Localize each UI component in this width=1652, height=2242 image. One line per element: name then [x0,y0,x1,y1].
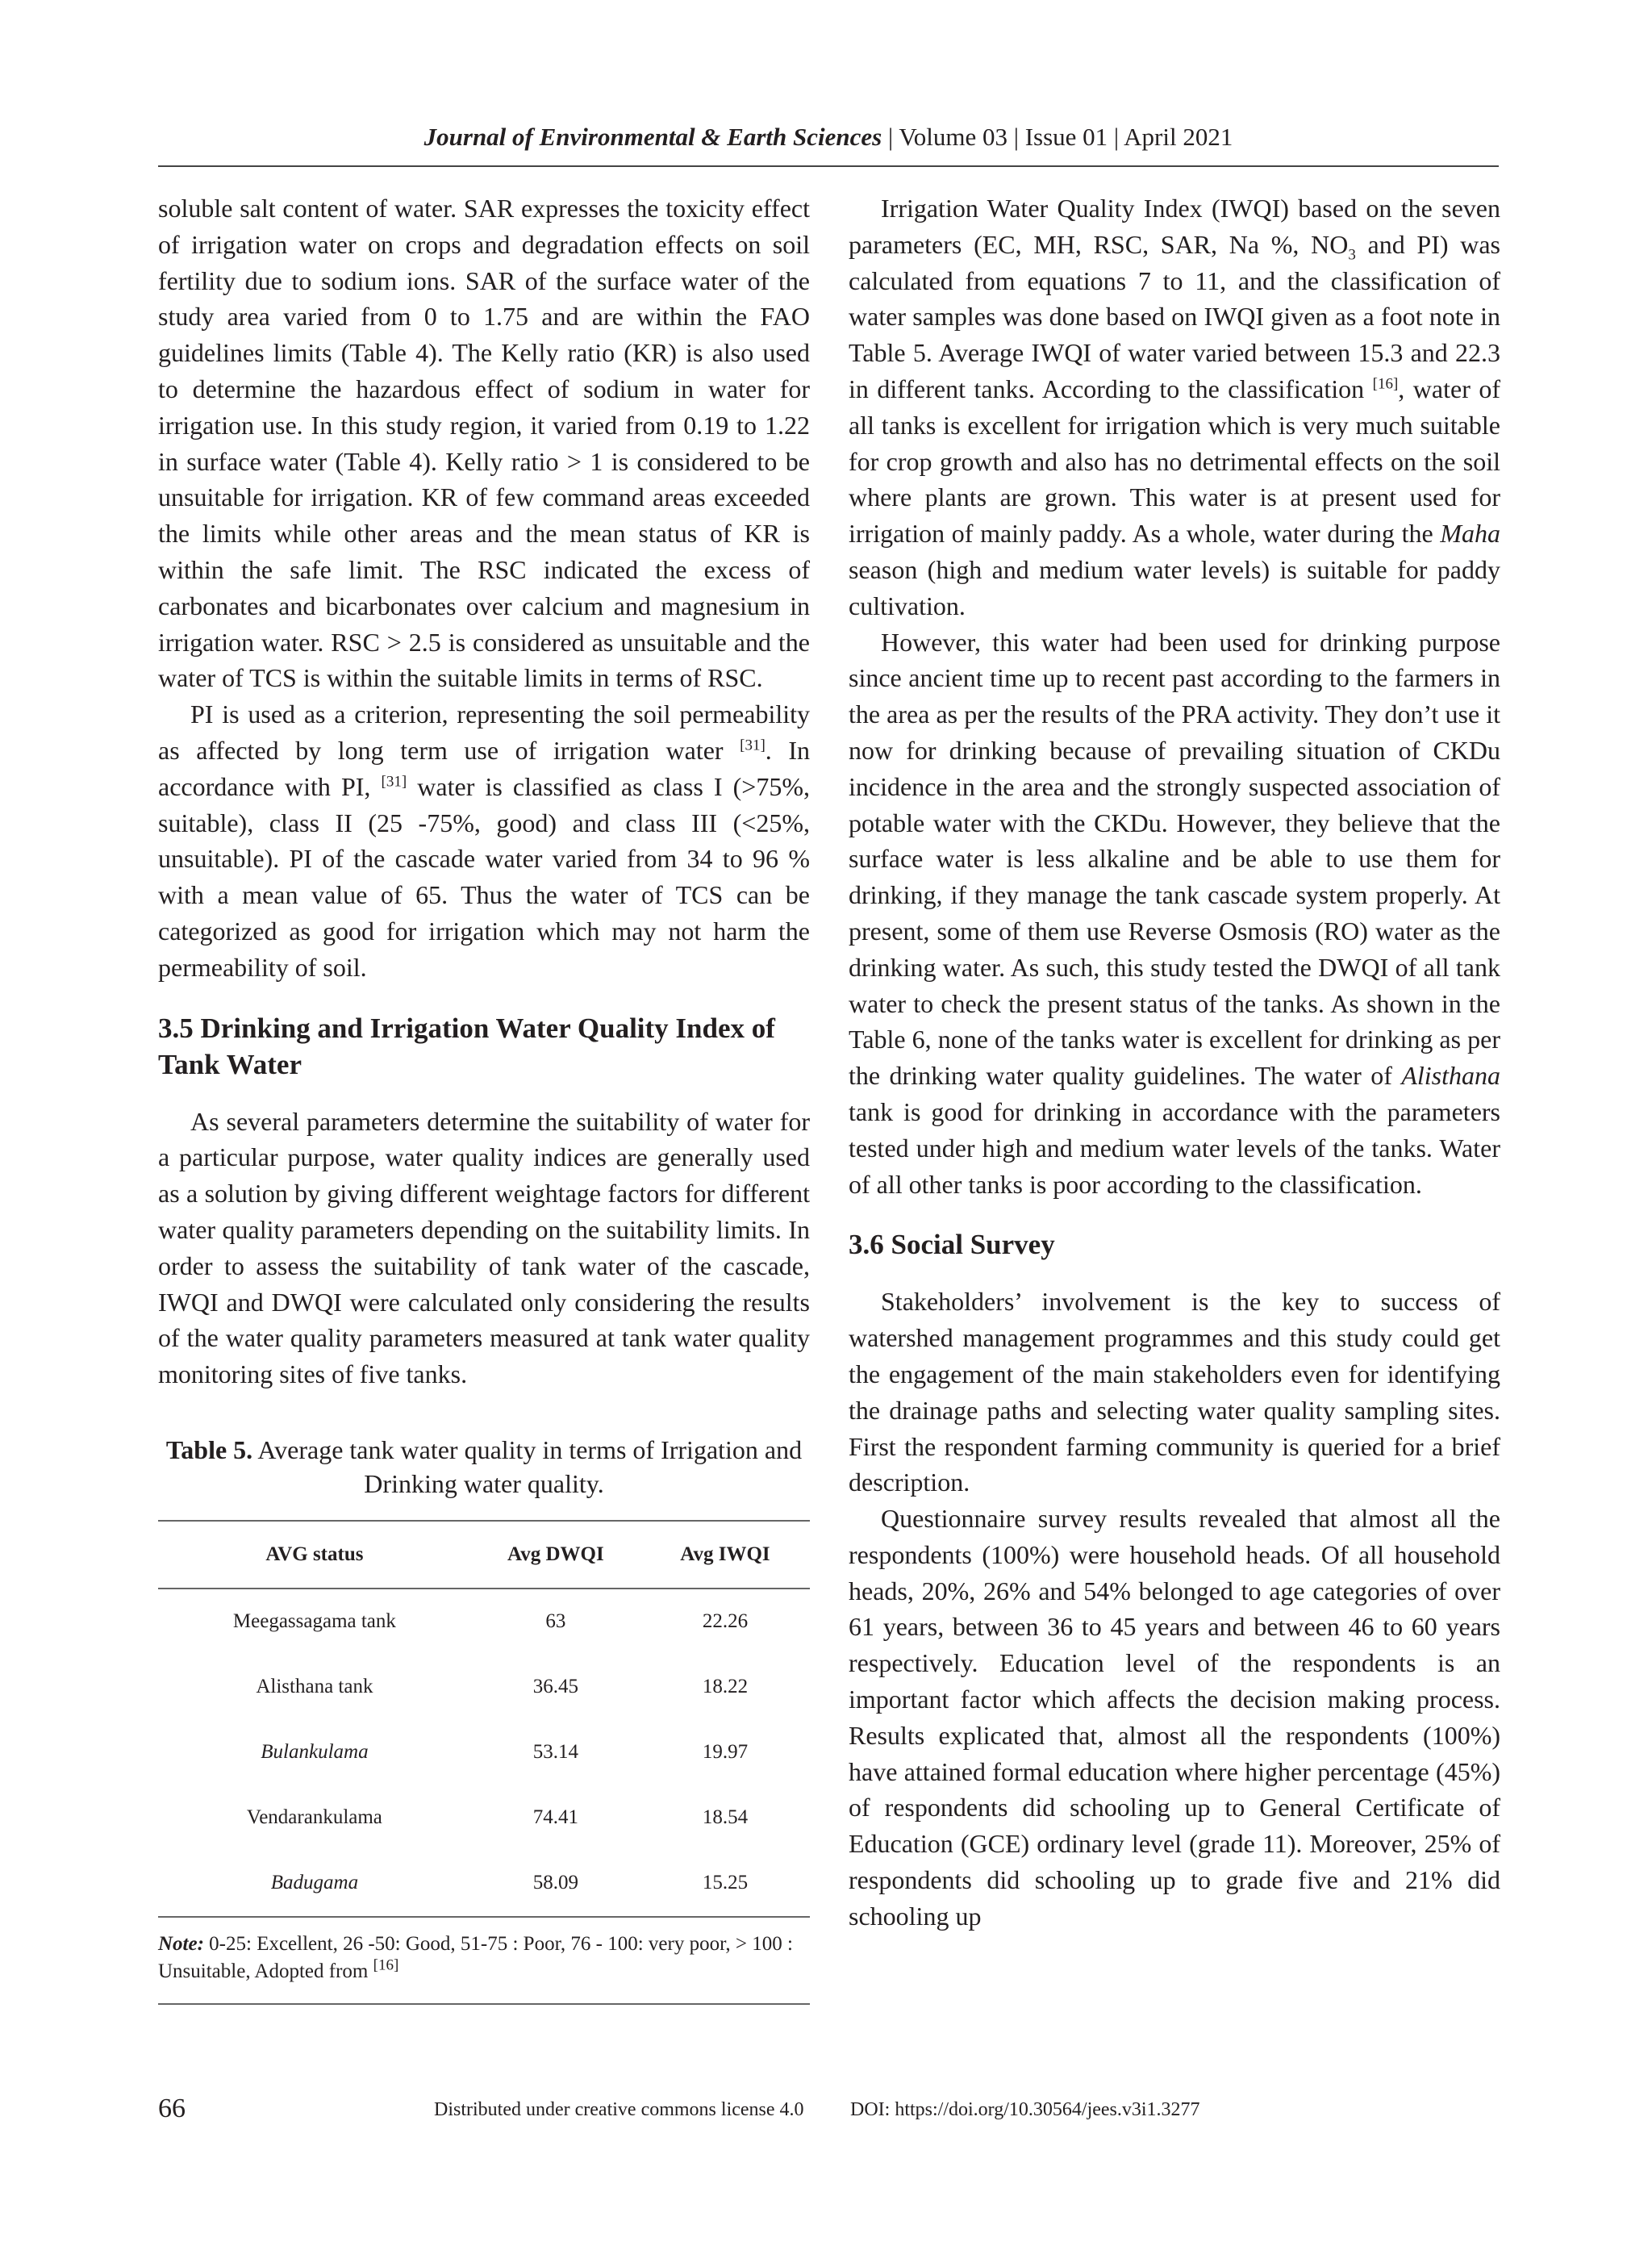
citation-ref: [16] [1372,375,1399,393]
citation-ref: [31] [740,737,766,754]
table-row [158,1785,810,1851]
table-row [158,1851,810,1917]
avg-dwqi: 36.45 [532,1676,578,1698]
column-header: Avg DWQI [507,1543,604,1565]
table-header-row [158,1521,810,1589]
section-heading-3-5: 3.5 Drinking and Irrigation Water Quality Index of Tank Water [158,1012,775,1080]
table-5-note: Note: 0-25: Excellent, 26 -50: Good, 51-75 : Poor, 76 - 100: very poor, > 100 : Unsuitable, Adopted from [16] [158,1932,793,1982]
paragraph-sar-kr-rsc: soluble salt content of water. SAR expresses the toxicity effect of irrigation water on crops and degradation effects on soil fertility due to sodium ions. SAR of the surface water of the study area varied from 0 to 1.75 and are within the FAO guidelines limits (Table 4). The Kelly ratio (KR) is also used to determine the hazardous effect of sodium in water for irrigation use. In this study region, it varied from 0.19 to 1.22 in surface water (Table 4). Kelly ratio > 1 is considered to be unsuitable for irrigation. KR of few command areas exceeded the limits while other areas and the mean status of KR is within the safe limit. The RSC indicated the excess of carbonates and bicarbonates over calcium and magnesium in irrigation water. RSC > 2.5 is considered as unsuitable and the water of TCS is within the suitable limits in terms of RSC. [158,194,810,693]
table-bottom-rule [158,2003,810,2005]
paragraph-questionnaire: Questionnaire survey results revealed that almost all the respondents (100%) were household heads. Of all household heads, 20%, 26% and 54% belonged to age categories of over 61 years, between 36 to 45 years and between 46 to 60 years respectively. Education level of the respondents is an important factor which affects the decision making process. Results explicated that, almost all the respondents (100%) have attained formal education where higher percentage (45%) of respondents did schooling up to General Certificate of Education (GCE) ordinary level (grade 11). Moreover, 25% of respondents did schooling up to grade five and 21% did schooling up [849,1504,1500,1931]
running-header [158,121,1499,153]
table-5 [158,1520,810,1918]
tank-name: Meegassagama tank [232,1610,396,1633]
tank-name: Bulankulama [261,1741,369,1764]
license-text: Distributed under creative commons license 4.0 [434,2099,804,2120]
avg-iwqi: 18.54 [702,1806,749,1829]
avg-iwqi: 19.97 [702,1741,749,1764]
tank-name: Badugama [270,1872,359,1894]
left-column [158,190,810,2005]
citation-ref: [31] [381,773,407,791]
avg-dwqi: 53.14 [532,1741,578,1764]
column-header: AVG status [265,1543,364,1565]
avg-iwqi: 22.26 [702,1610,749,1633]
right-column [849,190,1500,1935]
table-5-caption: Table 5. Average tank water quality in terms of Irrigation and Drinking water quality. [165,1434,803,1498]
doi-text: DOI: https://doi.org/10.30564/jees.v3i1.3277 [850,2099,1200,2120]
header-rule [158,165,1499,167]
paragraph-pi: PI is used as a criterion, representing the soil permeability as affected by long term use of irrigation water [31]. In accordance with PI, [31] water is classified as class I (>75%, suitable), class II (25 -75%, good) and class III (<25%, unsuitable). PI of the cascade water varied from 34 to 96 % with a mean value of 65. Thus the water of TCS can be categorized as good for irrigation which may not harm the permeability of soil. [158,699,811,982]
table-row [158,1589,810,1655]
paragraph-iwqi: Irrigation Water Quality Index (IWQI) based on the seven parameters (EC, MH, RSC, SAR, Na %, $NO_3$ and PI) was calculated from equations 7 to 11, and the classification of water samples was done based on IWQI given as a foot note in Table 5. Average IWQI of water varied between 15.3 and 22.3 in different tanks. According to the classification [16], water of all tanks is excellent for irrigation which is very much suitable for crop growth and also has no detrimental effects on the soil where plants are grown. This water is at present used for irrigation of mainly paddy. As a whole, water during the Maha season (high and medium water levels) is suitable for paddy cultivation. [849,194,1500,620]
paragraph-stakeholders: Stakeholders’ involvement is the key to success of watershed management programmes and this study could get the engagement of the main stakeholders even for identifying the drainage paths and selecting water quality sampling sites. First the respondent farming community is queried for a brief description. [849,1287,1500,1497]
avg-iwqi: 18.22 [702,1676,749,1698]
avg-iwqi: 15.25 [702,1872,749,1894]
page-number: 66 [158,2094,186,2123]
paragraph-dwqi: However, this water had been used for drinking purpose since ancient time up to recent past according to the farmers in the area as per the results of the PRA activity. They don’t use it now for drinking because of prevailing situation of CKDu incidence in the area and the strongly suspected association of potable water with the CKDu. However, they believe that the surface water is less alkaline and be able to use them for drinking, if they manage the tank cascade system properly. At present, some of them use Reverse Osmosis (RO) water as the drinking water. As such, this study tested the DWQI of all tank water to check the present status of the tanks. As shown in the Table 6, none of the tanks water is excellent for drinking as per the drinking water quality guidelines. The water of Alisthana tank is good for drinking in accordance with the parameters tested under high and medium water levels of the tanks. Water of all other tanks is poor according to the classification. [849,627,1500,1199]
column-header: Avg IWQI [680,1543,770,1565]
issue-info: | Volume 03 | Issue 01 | April 2021 [882,123,1233,151]
table-row [158,1720,810,1785]
avg-dwqi: 58.09 [532,1872,578,1894]
tank-name: Alisthana tank [256,1676,373,1698]
avg-dwqi: 63 [545,1610,566,1633]
tank-name: Vendarankulama [246,1806,382,1829]
avg-dwqi: 74.41 [532,1806,578,1829]
citation-ref: [16] [373,1956,399,1974]
paragraph-water-quality-indices: As several parameters determine the suitability of water for a particular purpose, water quality indices are generally used as a solution by giving different weightage factors for different water quality parameters depending on the suitability limits. In order to assess the suitability of tank water of the cascade, IWQI and DWQI were calculated only considering the results of the water quality parameters measured at tank water quality monitoring sites of five tanks. [158,1106,810,1389]
table-row [158,1655,810,1720]
section-heading-3-6: 3.6 Social Survey [849,1229,1055,1261]
journal-name: Journal of Environmental & Earth Sciences [423,123,882,151]
